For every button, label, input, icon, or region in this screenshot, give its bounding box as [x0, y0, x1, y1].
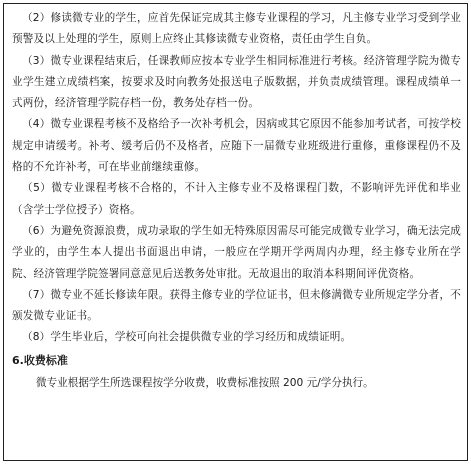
paragraph-item-8: （8）学生毕业后，学校可向社会提供微专业的学习经历和成绩证明。: [22, 331, 352, 344]
paragraph-item-2: （2）修读微专业的学生，应首先保证完成其主修专业课程的学习，凡主修专业学习受到学业预警及以上处理的学生，原则上应终止其修读微专业资格，责任由学生自负。: [12, 12, 461, 46]
paragraph-item-4: （4）微专业课程考核不及格给予一次补考机会，因病或其它原因不能参加考试者，可按学校规定申请缓考。补考、缓考后仍不及格者，应随下一届微专业班级进行重修，重修课程仍不及格的不允许补考，可在毕业前继续重修。: [12, 118, 461, 174]
paragraph-item-3: （3）微专业课程结束后，任课教师应按本专业学生相同标准进行考核。经济管理学院为微专业学生建立成绩档案，按要求及时向教务处报送电子版数据，并负责成绩管理。课程成绩单一式两份，经济管理学院存档一份，教务处存档一份。: [12, 54, 461, 110]
paragraph-item-6: （6）为避免资源浪费，成功录取的学生如无特殊原因需尽可能完成微专业学习，确无法完成学业的，由学生本人提出书面退出申请，一般应在学期开学两周内办理，经主修专业所在学院、经济管理学院签署同意意见后送教务处审批。无故退出的取消本科期间评优资格。: [12, 224, 461, 280]
paragraph-item-5: （5）微专业课程考核不合格的，不计入主修专业不及格课程门数，不影响评先评优和毕业（含学士学位授予）资格。: [12, 182, 461, 216]
paragraph-item-7: （7）微专业不延长修读年限。获得主修专业的学位证书，但未修满微专业所规定学分者，不颁发微专业证书。: [12, 288, 461, 323]
section-title-fee-standard: 6.收费标准: [12, 353, 68, 367]
section-body-fee-standard: 微专业根据学生所选课程按学分收费，收费标准按照 200 元/学分执行。: [36, 376, 374, 389]
document-table: [3, 3, 468, 461]
